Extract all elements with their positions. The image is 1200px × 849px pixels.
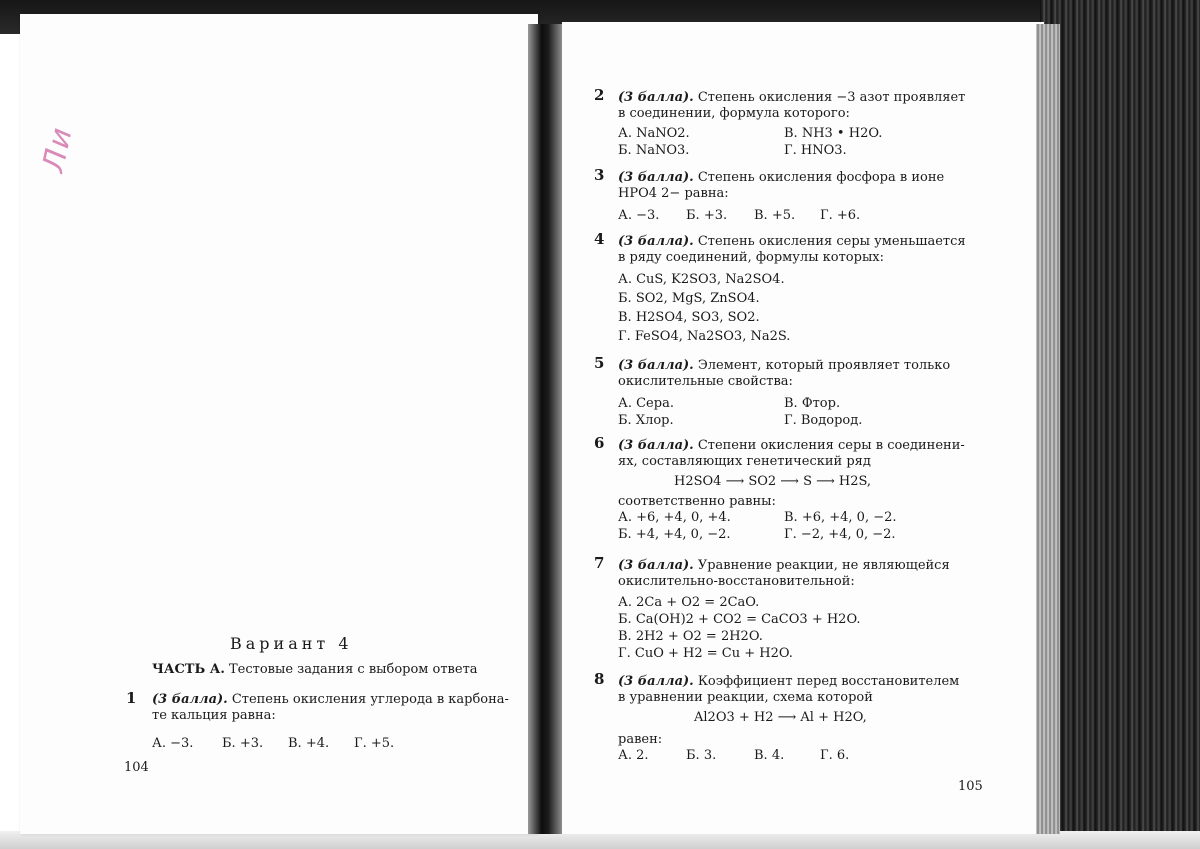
answer-option: В. +4. [288, 736, 330, 751]
question-8 [618, 674, 1018, 766]
question-number: 3 [594, 166, 605, 184]
question-number: 1 [126, 689, 137, 707]
question-text-line: равен: [618, 732, 663, 747]
answer-option: В. NH3 • H2O. [784, 126, 883, 141]
answer-option: Г. Водород. [784, 413, 863, 428]
scan-border-right [1040, 0, 1200, 849]
question-text-line: в уравнении реакции, схема которой [618, 690, 873, 705]
answer-option: А. −3. [618, 208, 660, 223]
answer-option: Г. +6. [820, 208, 861, 223]
question-text-line: окислительно-восстановительной: [618, 574, 855, 589]
answer-option: Г. CuO + H2 = Cu + H2O. [618, 646, 793, 661]
answer-option: В. +6, +4, 0, −2. [784, 510, 897, 525]
question-text-line: в ряду соединений, формулы которых: [618, 250, 885, 265]
part-text: Тестовые задания с выбором ответа [229, 662, 478, 677]
handwritten-annotation: Ли [36, 122, 80, 176]
question-2 [618, 90, 1018, 160]
question-text-line: Элемент, который проявляет только [697, 358, 951, 373]
answer-option: Б. Ca(OH)2 + CO2 = CaCO3 + H2O. [618, 612, 861, 627]
question-7 [618, 558, 1018, 662]
part-label: ЧАСТЬ А. [152, 662, 225, 677]
answer-option: Б. SO2, MgS, ZnSO4. [618, 291, 760, 306]
question-text-line: Уравнение реакции, не являющейся [697, 558, 950, 573]
question-text-line: в соединении, формула которого: [618, 106, 850, 121]
question-1 [152, 692, 532, 756]
answer-option: А. 2. [618, 748, 649, 763]
answer-option: Г. +5. [354, 736, 395, 751]
answer-option: Б. +4, +4, 0, −2. [618, 527, 731, 542]
answer-option: А. 2Ca + O2 = 2CaO. [618, 595, 760, 610]
answer-option: А. CuS, K2SO3, Na2SO4. [618, 272, 785, 287]
question-text-line: Степень окисления фосфора в ионе [697, 170, 945, 185]
question-text-line: HPO4 2− равна: [618, 186, 729, 201]
answer-option: В. 2H2 + O2 = 2H2O. [618, 629, 763, 644]
question-number: 5 [594, 354, 605, 372]
answer-option: А. +6, +4, 0, +4. [618, 510, 731, 525]
answer-option: Б. NaNO3. [618, 143, 690, 158]
question-score: (3 балла). [618, 558, 694, 573]
answer-option: Б. +3. [686, 208, 728, 223]
answer-option: В. +5. [754, 208, 796, 223]
answer-option: А. −3. [152, 736, 194, 751]
question-number: 2 [594, 86, 605, 104]
question-text-line: ях, составляющих генетический ряд [618, 454, 871, 469]
question-number: 7 [594, 554, 605, 572]
answer-option: В. Фтор. [784, 396, 841, 411]
answer-option: В. 4. [754, 748, 785, 763]
answer-option: А. NaNO2. [618, 126, 690, 141]
question-score: (3 балла). [618, 170, 694, 185]
question-text-line: Степень окисления углерода в карбона- [231, 692, 509, 707]
question-4 [618, 234, 1018, 346]
question-5 [618, 358, 1018, 430]
question-score: (3 балла). [618, 234, 694, 249]
question-text-line: Степень окисления −3 азот проявляет [697, 90, 966, 105]
question-number: 4 [594, 230, 605, 248]
question-score: (3 балла). [618, 438, 694, 453]
question-text-line: окислительные свойства: [618, 374, 793, 389]
page-number-left: 104 [124, 760, 149, 775]
answer-option: Г. FeSO4, Na2SO3, Na2S. [618, 329, 791, 344]
question-text-line: Коэффициент перед восстановителем [697, 674, 960, 689]
variant-title: Вариант 4 [230, 634, 353, 653]
question-text-line: соответственно равны: [618, 494, 776, 509]
reaction-scheme: Al2O3 + H2 ⟶ Al + H2O, [694, 710, 867, 725]
question-number: 8 [594, 670, 605, 688]
answer-option: Б. +3. [222, 736, 264, 751]
reaction-scheme: H2SO4 ⟶ SO2 ⟶ S ⟶ H2S, [674, 474, 872, 489]
question-3 [618, 170, 1018, 226]
page-edges [1036, 24, 1060, 834]
question-text-line: Степень окисления серы уменьшается [697, 234, 966, 249]
book-gutter [528, 24, 562, 834]
answer-option: А. Сера. [618, 396, 674, 411]
question-text-line: те кальция равна: [152, 708, 276, 723]
question-6 [618, 438, 1018, 544]
answer-option: Г. 6. [820, 748, 850, 763]
question-score: (3 балла). [152, 692, 228, 707]
answer-option: В. H2SO4, SO3, SO2. [618, 310, 760, 325]
page-number-right: 105 [958, 779, 983, 794]
answer-option: Б. 3. [686, 748, 717, 763]
question-text-line: Степени окисления серы в соединени- [697, 438, 965, 453]
answer-option: Б. Хлор. [618, 413, 674, 428]
question-score: (3 балла). [618, 358, 694, 373]
question-score: (3 балла). [618, 90, 694, 105]
answer-option: Г. HNO3. [784, 143, 847, 158]
answer-option: Г. −2, +4, 0, −2. [784, 527, 896, 542]
part-title [152, 662, 478, 677]
question-score: (3 балла). [618, 674, 694, 689]
question-number: 6 [594, 434, 605, 452]
